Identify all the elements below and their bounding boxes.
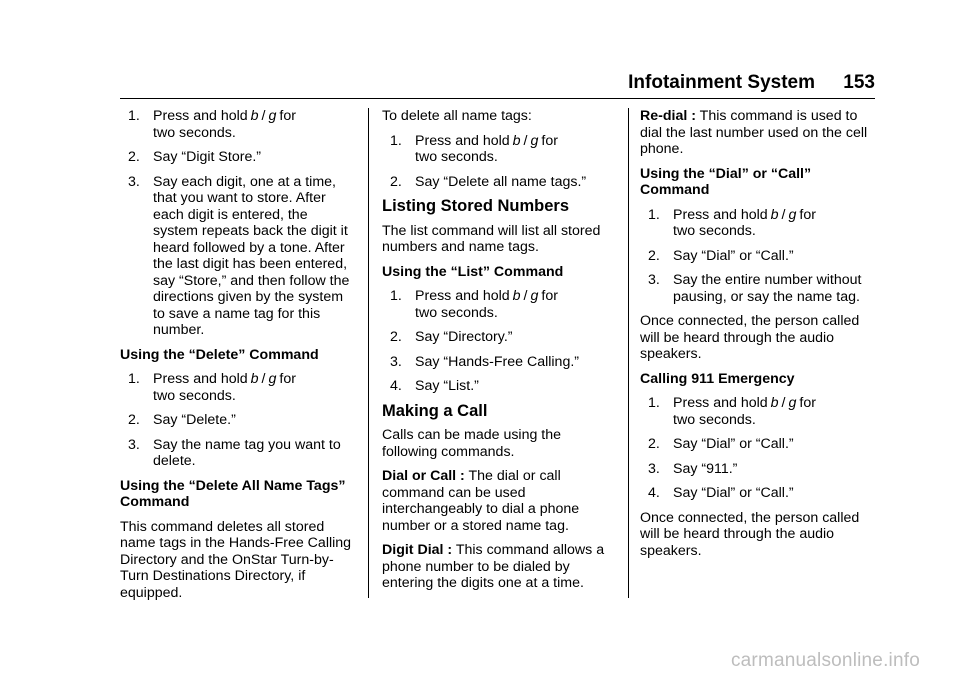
section-heading: Making a Call <box>382 401 488 420</box>
paragraph: Re-dial : This command is used to dial the last number used on the cell phone. <box>640 108 868 157</box>
phone-push-to-talk-icon: b <box>512 288 521 304</box>
list-item: 2. Say “Digit Store.” <box>128 149 262 165</box>
list-item: 2. Say “Delete all name tags.” <box>390 173 587 190</box>
list-item: 1. Press and hold b / g for two seconds. <box>648 395 816 428</box>
term-label: Re-dial : <box>640 108 696 124</box>
list-item: 1. Press and hold b / g for two seconds. <box>390 132 558 165</box>
list-item: 2. Say “Delete.” <box>128 412 236 428</box>
term-label: Digit Dial : <box>382 542 453 558</box>
phone-push-to-talk-icon: b <box>770 395 779 411</box>
list-item: 1. Press and hold b / g for two seconds. <box>648 206 816 239</box>
paragraph: This command deletes all stored name tags in the Hands-Free Calling Directory and the OnStar Turn-by-Turn Destinations Directory, if equipped. <box>120 518 352 601</box>
delete-steps <box>120 371 356 470</box>
emergency-steps <box>640 395 876 502</box>
list-item: 3. Say the name tag you want to delete. <box>128 436 341 469</box>
voice-command-icon: g <box>530 288 539 304</box>
list-item: 3. Say each digit, one at a time, that you want to store. After each digit is entered, the system repeats back the digit it heard followed by a tone. After the last digit has been entered, say “Store,” and then follow the directions given by the system to save a name tag for this number. <box>128 173 350 338</box>
paragraph: Once connected, the person called will be heard through the audio speakers. <box>640 313 860 362</box>
list-item: 3. Say “Hands-Free Calling.” <box>390 353 580 370</box>
dial-steps <box>640 207 876 306</box>
list-item: 3. Say “911.” <box>648 460 738 477</box>
term-label: Dial or Call : <box>382 468 465 484</box>
watermark: carmanualsonline.info <box>730 650 920 671</box>
paragraph: Once connected, the person called will be heard through the audio speakers. <box>640 509 860 559</box>
voice-command-icon: g <box>268 371 277 387</box>
column-divider <box>368 108 369 598</box>
paragraph: The list command will list all stored numbers and name tags. <box>382 222 601 255</box>
subheading: Using the “Delete All Name Tags” Command <box>120 477 346 510</box>
section-title: Infotainment System <box>628 72 815 93</box>
paragraph: To delete all name tags: <box>382 108 532 124</box>
subheading: Calling 911 Emergency <box>640 370 795 387</box>
delete-all-steps <box>382 133 618 191</box>
column-3 <box>640 108 876 567</box>
list-item: 2. Say “Directory.” <box>390 329 513 345</box>
phone-push-to-talk-icon: b <box>250 108 259 124</box>
page-number: 153 <box>843 72 875 93</box>
column-1 <box>120 108 356 609</box>
subheading: Using the “Delete” Command <box>120 346 319 363</box>
list-item: 1. Press and hold b / g for two seconds. <box>390 288 558 321</box>
list-item: 1. Press and hold b / g for two seconds. <box>128 371 296 404</box>
section-heading: Listing Stored Numbers <box>382 197 570 215</box>
subheading: Using the “List” Command <box>382 263 564 280</box>
phone-push-to-talk-icon: b <box>770 206 779 223</box>
voice-command-icon: g <box>530 132 539 149</box>
list-item: 1. Press and hold b / g for two seconds. <box>128 108 296 141</box>
list-steps <box>382 288 618 395</box>
list-item: 4. Say “Dial” or “Call.” <box>648 485 794 501</box>
paragraph: Calls can be made using the following commands. <box>382 427 562 460</box>
paragraph: Digit Dial : This command allows a phone number to be dialed by entering the digits one at a time. <box>382 542 605 591</box>
voice-command-icon: g <box>788 395 797 411</box>
list-item: 3. Say the entire number without pausing, or say the name tag. <box>648 272 862 305</box>
column-2 <box>382 108 618 600</box>
voice-command-icon: g <box>788 206 797 223</box>
column-divider <box>628 108 629 598</box>
phone-push-to-talk-icon: b <box>512 132 521 149</box>
list-item: 2. Say “Dial” or “Call.” <box>648 247 794 264</box>
voice-command-icon: g <box>268 108 277 124</box>
list-item: 2. Say “Dial” or “Call.” <box>648 436 794 452</box>
paragraph: Dial or Call : The dial or call command can be used interchangeably to dial a phone number or a stored name tag. <box>382 468 580 534</box>
subheading: Using the “Dial” or “Call” Command <box>640 165 812 198</box>
phone-push-to-talk-icon: b <box>250 371 259 387</box>
page-header <box>120 70 875 99</box>
digit-store-steps <box>120 108 356 339</box>
list-item: 4. Say “List.” <box>390 378 479 394</box>
